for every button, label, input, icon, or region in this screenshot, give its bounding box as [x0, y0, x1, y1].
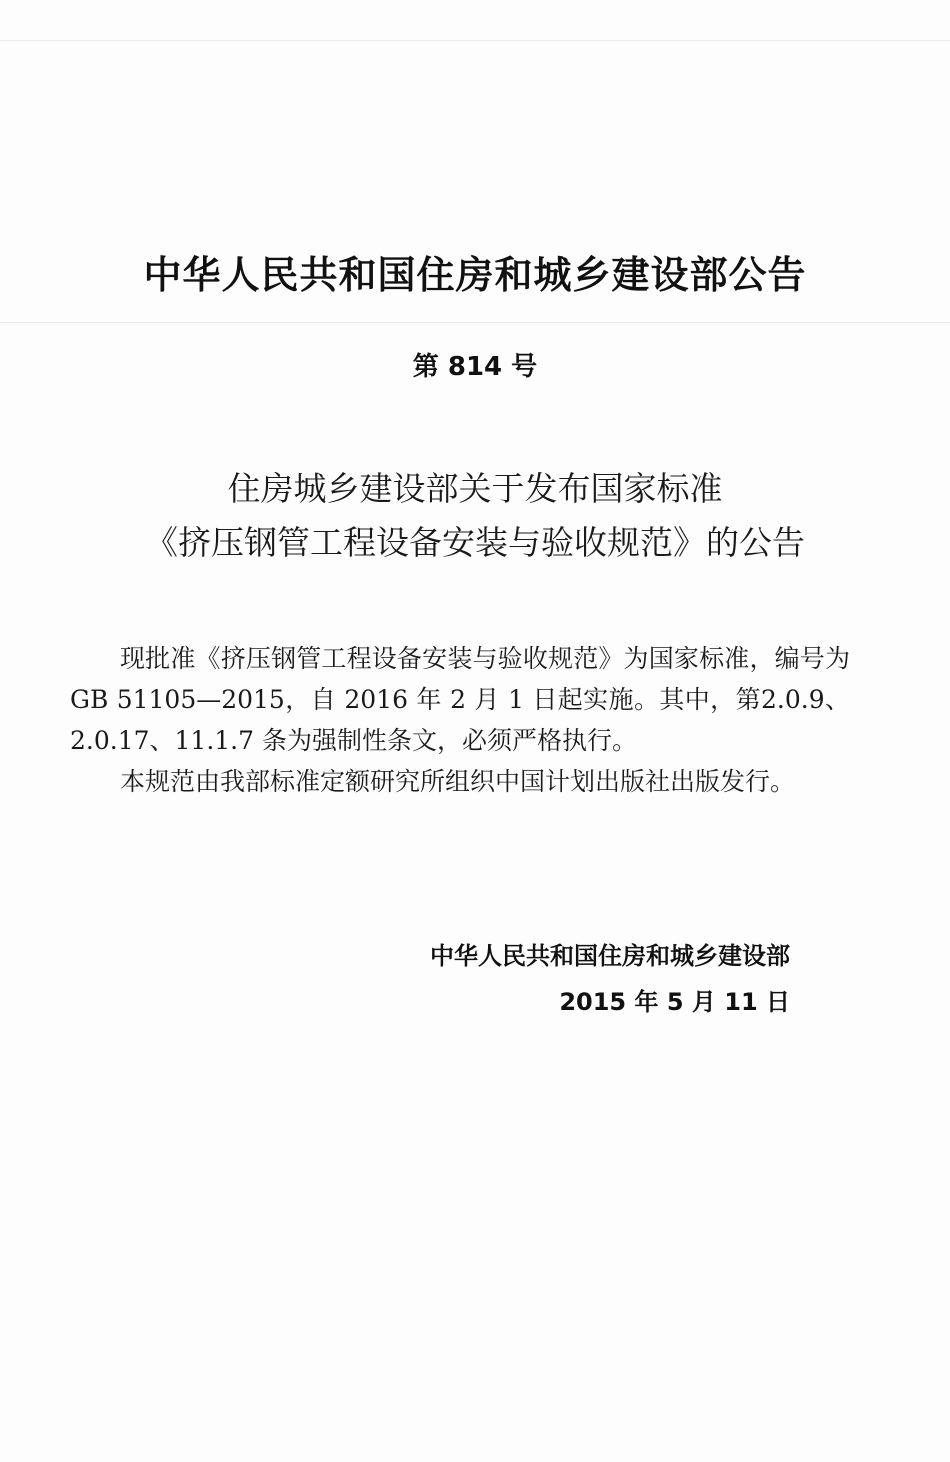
body-paragraph-1: 现批准《挤压钢管工程设备安装与验收规范》为国家标准，编号为GB 51105—2015，自 2016 年 2 月 1 日起实施。其中，第2.0.9、2.0.17、11.1.7 条为强制性条文，必须严格执行。 [70, 644, 850, 755]
announcement-subtitle [0, 462, 950, 570]
scan-line-top [0, 40, 950, 41]
announcement-body [70, 638, 850, 802]
subtitle-line-1: 住房城乡建设部关于发布国家标准 [227, 469, 723, 508]
signature-date: 2015 年 5 月 11 日 [559, 988, 790, 1016]
subtitle-line-2: 《挤压钢管工程设备安装与验收规范》的公告 [145, 523, 805, 562]
body-paragraph-2: 本规范由我部标准定额研究所组织中国计划出版社出版发行。 [120, 767, 796, 796]
scan-line-middle [0, 322, 950, 323]
announcement-title: 中华人民共和国住房和城乡建设部公告 [143, 253, 807, 297]
signature-organization: 中华人民共和国住房和城乡建设部 [430, 942, 790, 970]
announcement-number: 第 814 号 [412, 352, 538, 382]
